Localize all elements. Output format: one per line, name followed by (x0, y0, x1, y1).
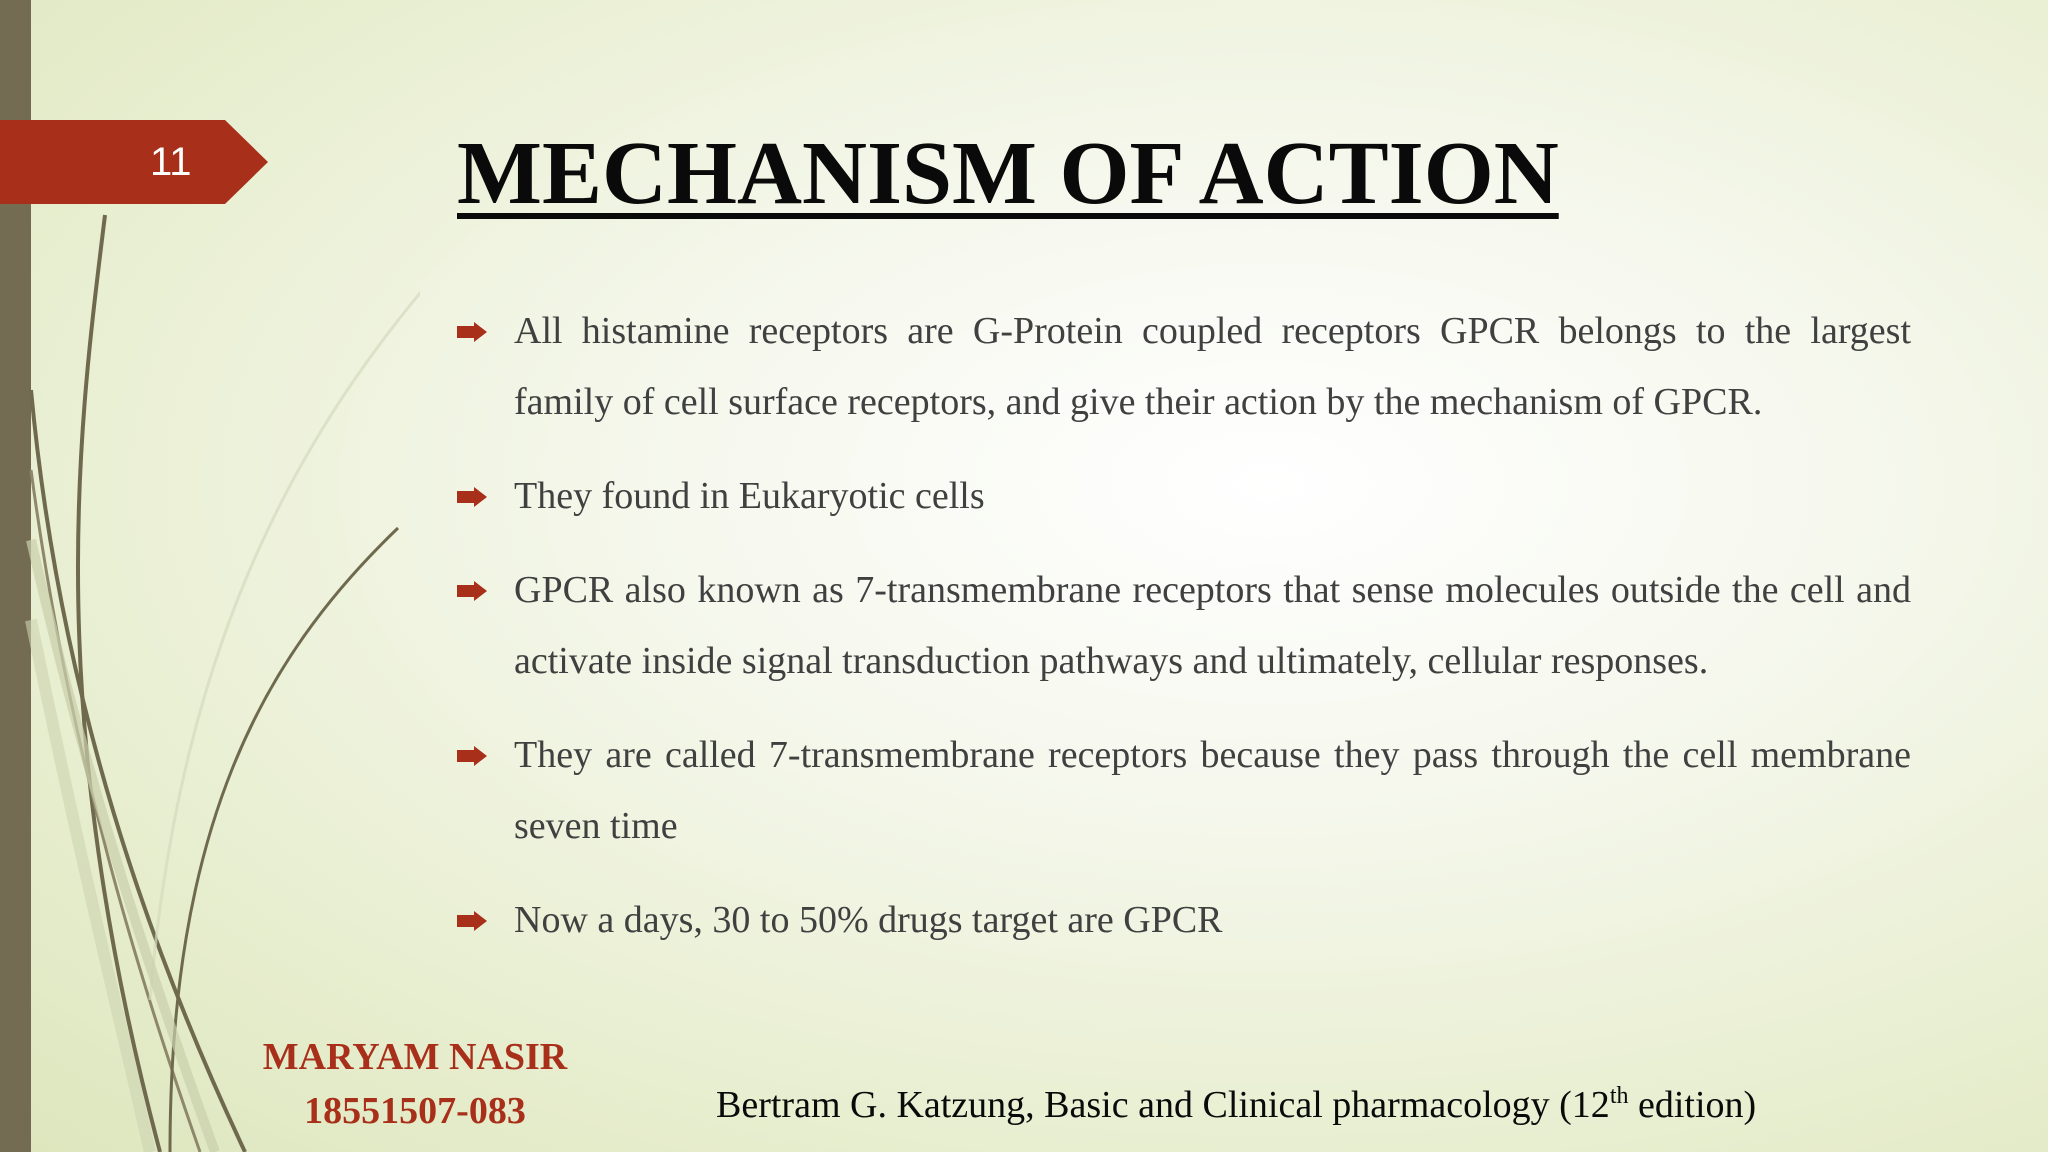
bullet-text: All histamine receptors are G-Protein coupled receptors GPCR belongs to the largest family of cell surface receptors, and give their action by the mechanism of GPCR. (514, 310, 1911, 423)
arrow-bullet-icon (457, 746, 487, 766)
arrow-bullet-icon (457, 322, 487, 342)
bullet-item (455, 885, 1911, 956)
bullet-text: They are called 7-transmembrane receptors because they pass through the cell membrane seven time (514, 734, 1911, 847)
arrow-bullet-icon (457, 487, 487, 507)
slide-number-tab (0, 120, 268, 204)
bullet-item (455, 296, 1911, 438)
slide-title: MECHANISM OF ACTION (457, 124, 1559, 223)
bullet-text: They found in Eukaryotic cells (514, 475, 985, 517)
bullet-item (455, 720, 1911, 862)
citation (716, 1080, 1756, 1130)
author-block (220, 1030, 610, 1138)
citation-superscript: th (1609, 1083, 1629, 1109)
bullet-text: Now a days, 30 to 50% drugs target are GPCR (514, 899, 1223, 941)
author-id: 18551507-083 (304, 1090, 526, 1132)
arrow-bullet-icon (457, 911, 487, 931)
citation-end: edition) (1628, 1084, 1757, 1126)
author-name: MARYAM NASIR (262, 1036, 568, 1078)
bullet-item (455, 461, 1911, 532)
bullet-item (455, 555, 1911, 697)
slide-number: 11 (150, 140, 192, 184)
arrow-bullet-icon (457, 581, 487, 601)
citation-main: Bertram G. Katzung, Basic and Clinical pharmacology (12 (716, 1084, 1610, 1126)
bullet-list (455, 296, 1911, 979)
bullet-text: GPCR also known as 7-transmembrane receptors that sense molecules outside the cell and activate inside signal transduction pathways and ultimately, cellular responses. (514, 569, 1911, 682)
